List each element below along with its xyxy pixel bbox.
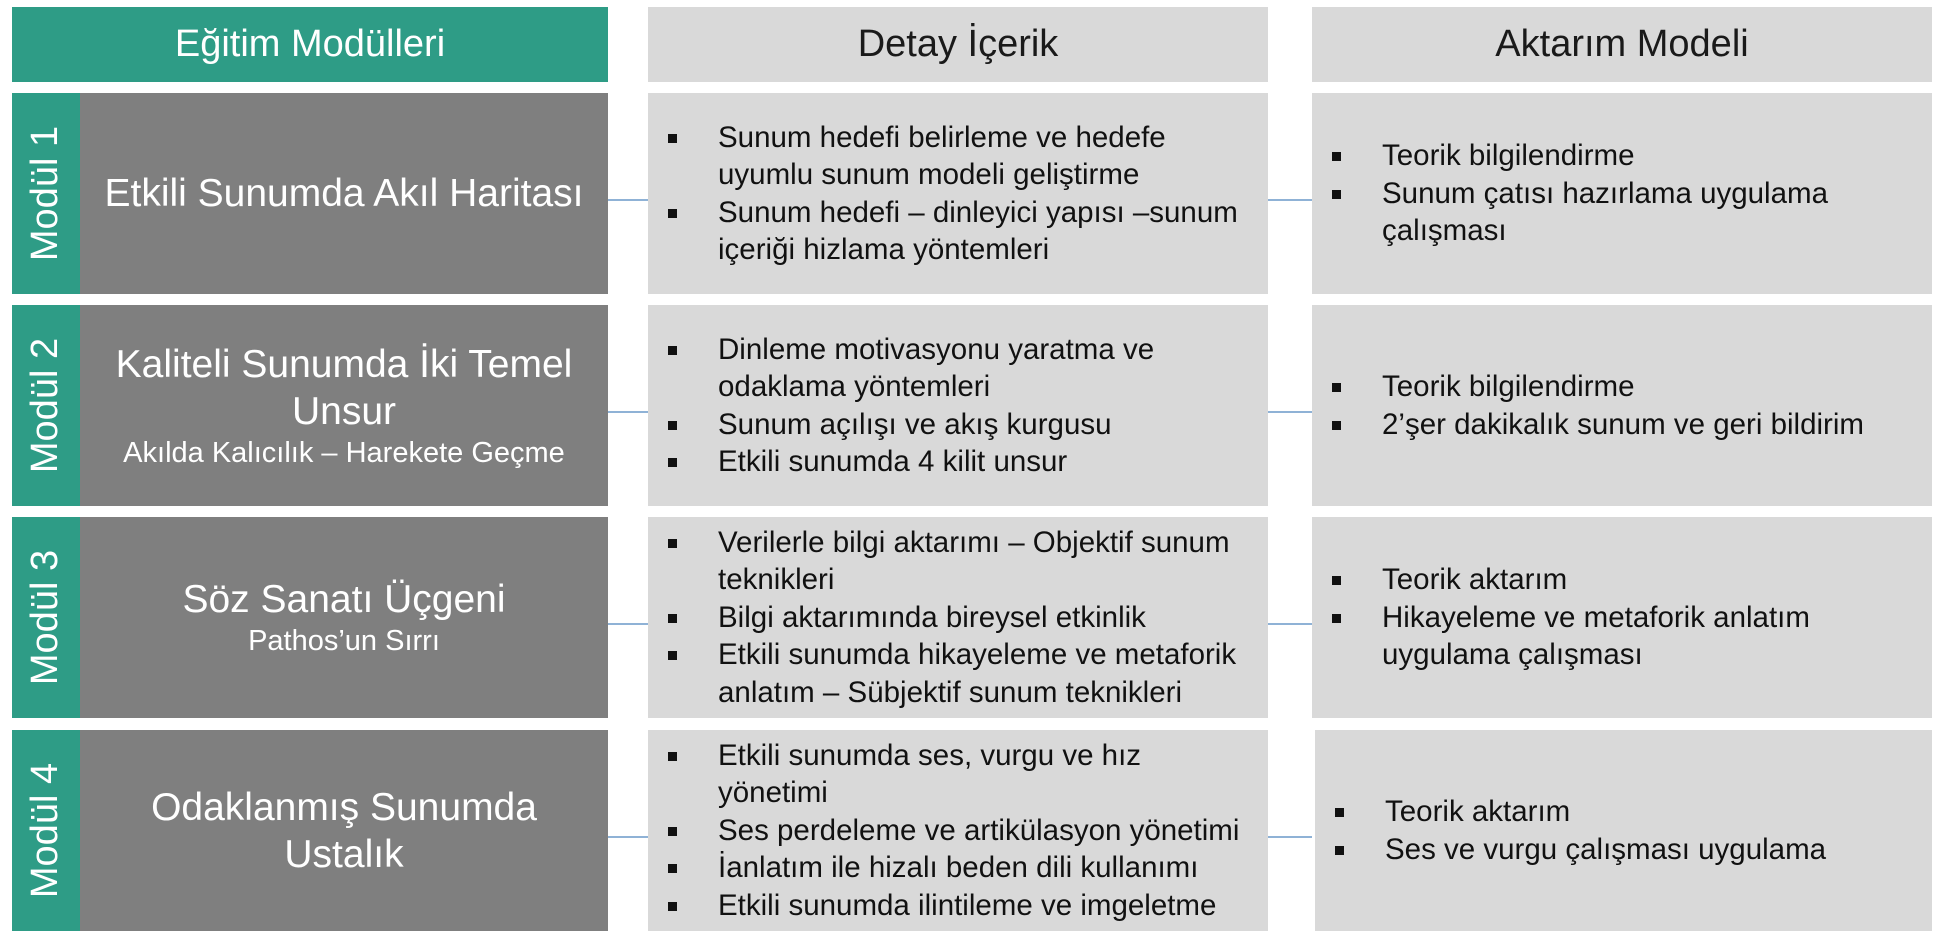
detail-item: Sunum hedefi – dinleyici yapısı –sunum içeriği hizlama yöntemleri xyxy=(664,194,1250,269)
module-title-box xyxy=(80,730,608,931)
detail-item: Sunum hedefi belirleme ve hedefe uyumlu sunum modeli geliştirme xyxy=(664,119,1250,194)
detail-item: Etkili sunumda hikayeleme ve metaforik anlatım – Sübjektif sunum teknikleri xyxy=(664,636,1250,711)
detail-item: Dinleme motivasyonu yaratma ve odaklama yöntemleri xyxy=(664,331,1250,406)
detail-list xyxy=(664,331,1250,481)
module-label: Modül 1 xyxy=(24,125,67,262)
method-list xyxy=(1328,561,1908,674)
module-row-4 xyxy=(0,730,1944,931)
detail-list xyxy=(664,119,1250,269)
header-delivery-model: Aktarım Modeli xyxy=(1312,7,1932,82)
method-list xyxy=(1331,793,1908,868)
module-subtitle: Pathos’un Sırrı xyxy=(248,625,440,657)
method-item: Teorik aktarım xyxy=(1328,561,1908,599)
method-item: Teorik bilgilendirme xyxy=(1328,137,1908,175)
module-label: Modül 3 xyxy=(24,549,67,686)
module-label-tab xyxy=(12,93,80,294)
detail-list xyxy=(664,737,1250,925)
module-label: Modül 2 xyxy=(24,337,67,474)
module-subtitle: Akılda Kalıcılık – Harekete Geçme xyxy=(123,436,565,469)
method-item: Sunum çatısı hazırlama uygulama çalışması xyxy=(1328,175,1908,250)
detail-list xyxy=(664,524,1250,712)
detail-item: Verilerle bilgi aktarımı – Objektif sunum teknikleri xyxy=(664,524,1250,599)
method-cell xyxy=(1312,93,1932,294)
method-item: Teorik aktarım xyxy=(1331,793,1908,831)
detail-item: Bilgi aktarımında bireysel etkinlik xyxy=(664,599,1250,637)
module-label-tab xyxy=(12,730,80,931)
header-modules: Eğitim Modülleri xyxy=(12,7,608,82)
module-row-2 xyxy=(0,305,1944,506)
method-list xyxy=(1328,137,1908,250)
module-title: Kaliteli Sunumda İki Temel Unsur xyxy=(115,342,573,433)
module-title: Etkili Sunumda Akıl Haritası xyxy=(104,172,584,215)
detail-cell xyxy=(648,730,1268,931)
detail-cell xyxy=(648,93,1268,294)
module-row-1 xyxy=(0,93,1944,294)
detail-item: Etkili sunumda 4 kilit unsur xyxy=(664,443,1250,481)
detail-item: İanlatım ile hizalı beden dili kullanımı xyxy=(664,849,1250,887)
module-title-box xyxy=(80,93,608,294)
method-cell xyxy=(1312,517,1932,718)
method-list xyxy=(1328,368,1908,443)
module-title-box xyxy=(80,517,608,718)
module-label-tab xyxy=(12,305,80,506)
module-title: Söz Sanatı Üçgeni xyxy=(182,578,506,621)
detail-item: Sunum açılışı ve akış kurgusu xyxy=(664,406,1250,444)
method-cell xyxy=(1315,730,1932,931)
detail-item: Etkili sunumda ses, vurgu ve hız yönetimi xyxy=(664,737,1250,812)
method-item: Hikayeleme ve metaforik anlatım uygulama çalışması xyxy=(1328,599,1908,674)
method-cell xyxy=(1312,305,1932,506)
method-item: Ses ve vurgu çalışması uygulama xyxy=(1331,831,1908,869)
module-label-tab xyxy=(12,517,80,718)
detail-cell xyxy=(648,517,1268,718)
detail-item: Ses perdeleme ve artikülasyon yönetimi xyxy=(664,812,1250,850)
method-item: Teorik bilgilendirme xyxy=(1328,368,1908,406)
method-item: 2’şer dakikalık sunum ve geri bildirim xyxy=(1328,406,1908,444)
module-row-3 xyxy=(0,517,1944,718)
module-title: Odaklanmış Sunumda Ustalık xyxy=(151,785,537,876)
header-detail-content: Detay İçerik xyxy=(648,7,1268,82)
detail-cell xyxy=(648,305,1268,506)
module-label: Modül 4 xyxy=(24,762,67,899)
module-title-box xyxy=(80,305,608,506)
detail-item: Etkili sunumda ilintileme ve imgeletme xyxy=(664,887,1250,925)
